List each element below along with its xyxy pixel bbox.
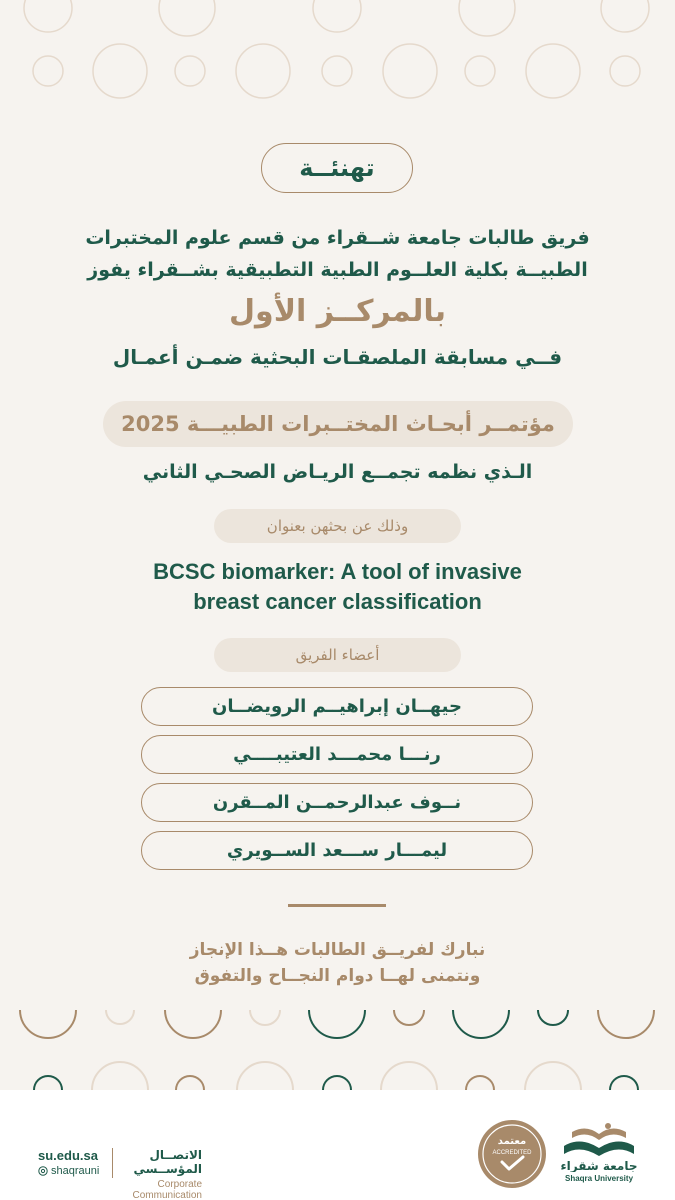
department-en: Corporate Communication: [132, 1179, 202, 1200]
page-title: تهنئــة: [261, 143, 413, 193]
research-title-line-1: BCSC biomarker: A tool of invasive: [153, 559, 522, 584]
organizer-text: الـذي نظمه تجمــع الريـاض الصحـي الثاني: [142, 461, 533, 483]
team-member: رنـــا محمـــد العتيبــــي: [141, 735, 533, 774]
university-name-en: Shaqra University: [564, 1174, 634, 1183]
footer: [0, 1090, 675, 1200]
team-label: أعضاء الفريق: [214, 638, 461, 672]
achievement-heading: بالمركــز الأول: [229, 294, 446, 329]
closing-line-2: ونتمنى لهــا دوام النجــاح والتفوق: [194, 966, 481, 986]
closing-text: [0, 937, 675, 989]
intro-line-1: فريق طالبات جامعة شــقراء من قسم علوم المختبرات: [85, 227, 590, 249]
department: [120, 1148, 202, 1200]
university-logo: [560, 1118, 638, 1188]
divider: [288, 904, 386, 907]
department-ar: الاتصــال المؤســسي: [133, 1148, 202, 1176]
intro-text: [0, 222, 675, 286]
seal-en: ACCREDITED: [492, 1150, 532, 1156]
social-handle[interactable]: [38, 1165, 99, 1177]
seal-ar: معتمد: [497, 1136, 527, 1147]
footer-contact: [38, 1148, 99, 1177]
team-member: جيهــان إبراهيــم الرويضــان: [141, 687, 533, 726]
closing-line-1: نبارك لفريــق الطالبات هــذا الإنجاز: [189, 940, 486, 960]
intro-line-2: الطبيــة بكلية العلــوم الطبية التطبيقية بشــقراء يفوز: [87, 259, 588, 281]
competition-text: فــي مسابقة الملصقـات البحثية ضمـن أعمـال: [112, 345, 563, 369]
research-title-line-2: breast cancer classification: [193, 589, 482, 614]
website-link[interactable]: su.edu.sa: [38, 1148, 98, 1163]
accreditation-seal-logo: [476, 1118, 548, 1190]
team-member: نــوف عبدالرحمــن المــقرن: [141, 783, 533, 822]
research-label: وذلك عن بحثهن بعنوان: [214, 509, 461, 543]
social-icon: [38, 1166, 48, 1176]
university-emblem: [560, 1118, 638, 1172]
svg-text:جامعة شقراء: جامعة شقراء: [560, 1159, 638, 1172]
footer-separator: [112, 1148, 113, 1178]
research-title: [0, 557, 675, 617]
team-member: ليمـــار ســـعد الســويري: [141, 831, 533, 870]
social-handle-text: shaqrauni: [51, 1165, 100, 1177]
conference-badge: مؤتمــر أبحـاث المختــبرات الطبيـــة 2025: [103, 401, 573, 447]
